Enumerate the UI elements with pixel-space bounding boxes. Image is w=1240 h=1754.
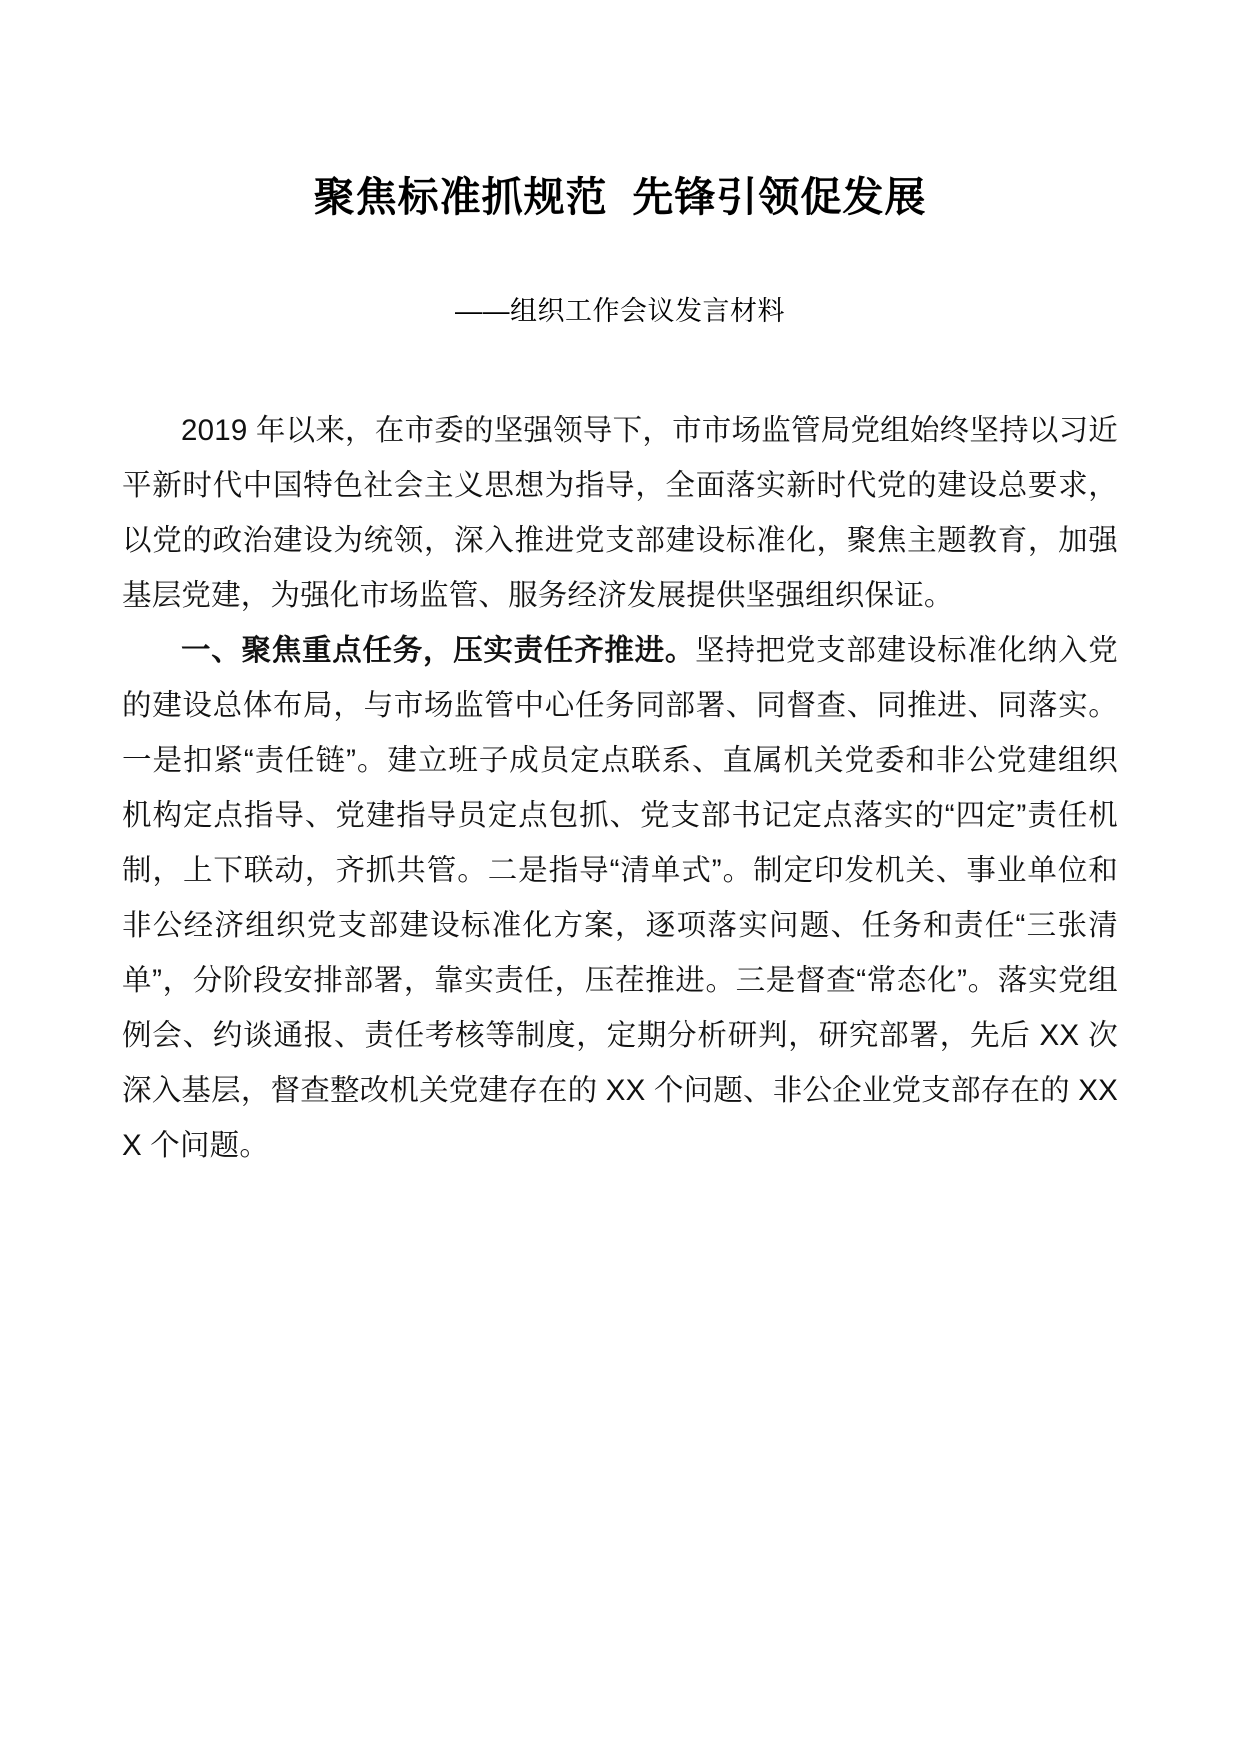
paragraph-1 [122, 403, 1118, 623]
paragraph-2-lead: 一、聚焦重点任务，压实责任齐推进。 [181, 634, 696, 668]
paragraph-2 [122, 623, 1118, 1173]
document-body [122, 331, 1118, 1173]
document-subtitle: ——组织工作会议发言材料 [455, 296, 785, 327]
page-title: 聚焦标准抓规范 先锋引领促发展 [313, 174, 927, 220]
paragraph-2-text: 坚持把党支部建设标准化纳入党的建设总体布局，与市场监管中心任务同部署、同督查、同推进、同落实。一是扣紧“责任链”。建立班子成员定点联系、直属机关党委和非公党建组织机构定点指导、党建指导员定点包抓、党支部书记定点落实的“四定”责任机制，上下联动，齐抓共管。二是指导“清单式”。制定印发机关、事业单位和非公经济组织党支部建设标准化方案，逐项落实问题、任务和责任“三张清单”，分阶段安排部署，靠实责任，压茬推进。三是督查“常态化”。落实党组例会、约谈通报、责任考核等制度，定期分析研判，研究部署，先后 XX 次深入基层，督查整改机关党建存在的 XX 个问题、非公企业党支部存在的 XXX 个问题。 [122, 634, 1118, 1163]
paragraph-1-text: 2019 年以来，在市委的坚强领导下，市市场监管局党组始终坚持以习近平新时代中国特色社会主义思想为指导，全面落实新时代党的建设总要求，以党的政治建设为统领，深入推进党支部建设标准化，聚焦主题教育，加强基层党建，为强化市场监管、服务经济发展提供坚强组织保证。 [122, 414, 1118, 613]
